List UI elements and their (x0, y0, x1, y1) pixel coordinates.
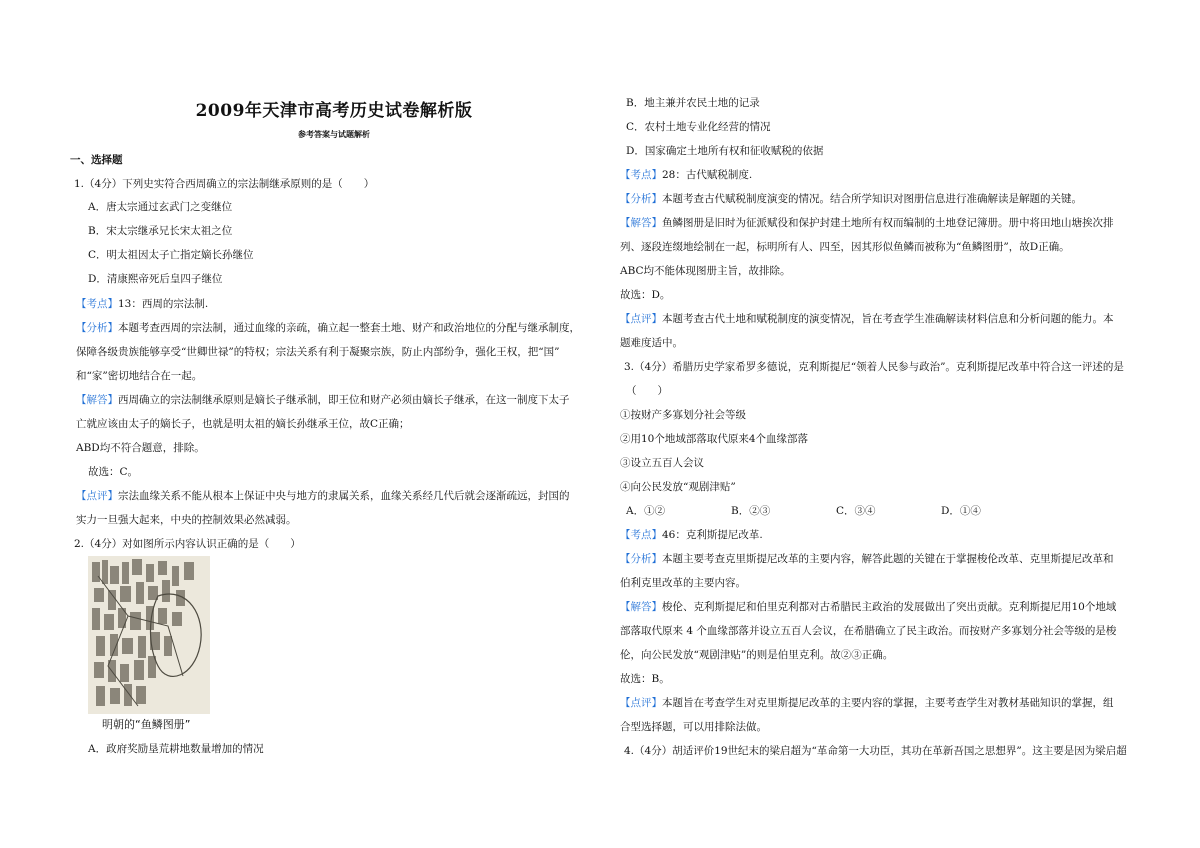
page-subtitle: 参考答案与试题解析 (298, 129, 370, 139)
fenxi-tag: 【分析】 (620, 193, 662, 205)
q1-jieda (76, 393, 570, 407)
q3-item-1: ①按财产多寡划分社会等级 (620, 409, 746, 421)
q2-option-d: D．国家确定土地所有权和征收赋税的依据 (626, 145, 824, 157)
q3-option-a: A．①② (626, 505, 666, 517)
q1-dianping-line2: 实力一旦强大起来，中央的控制效果必然减弱。 (76, 514, 297, 526)
q2-fenxi (620, 192, 1082, 206)
q1-option-c: C．明太祖因太子亡指定嫡长孙继位 (88, 249, 254, 261)
fenxi-text: 本题考查西周的宗法制，通过血缘的亲疏，确立起一整套土地、财产和政治地位的分配与继承制度， (118, 322, 580, 334)
dianping-text: 本题考查古代土地和赋税制度的演变情况，旨在考查学生准确解读材料信息和分析问题的能力。本 (662, 313, 1114, 325)
section-heading: 一、选择题 (70, 154, 123, 166)
q2-option-c: C．农村土地专业化经营的情况 (626, 121, 771, 133)
dianping-tag: 【点评】 (76, 490, 118, 502)
q1-option-a: A．唐太宗通过玄武门之变继位 (88, 201, 233, 213)
q2-jieda-line2: 列、逐段连缀地绘制在一起，标明所有人、四至，因其形似鱼鳞而被称为“鱼鳞图册”，故D正确。 (620, 241, 1070, 253)
kaodian-tag: 【考点】 (620, 529, 662, 541)
dianping-tag: 【点评】 (620, 697, 662, 709)
question-2-stem: 2.（4分）对如图所示内容认识正确的是（ ） (74, 538, 301, 550)
q2-option-b: B．地主兼并农民土地的记录 (626, 97, 760, 109)
q1-kaodian (76, 297, 208, 311)
kaodian-text: 13：西周的宗法制. (118, 298, 209, 310)
fenxi-tag: 【分析】 (620, 553, 662, 565)
q2-dianping (620, 312, 1114, 326)
kaodian-tag: 【考点】 (620, 169, 662, 181)
q3-dianping (620, 696, 1114, 710)
q3-item-3: ③设立五百人会议 (620, 457, 704, 469)
q2-answer: 故选：D。 (620, 289, 671, 301)
kaodian-tag: 【考点】 (76, 298, 118, 310)
figure-caption: 明朝的“鱼鳞图册” (102, 718, 191, 731)
q2-option-a: A．政府奖励垦荒耕地数量增加的情况 (88, 743, 264, 755)
q3-kaodian (620, 528, 763, 542)
jieda-text: 西周确立的宗法制继承原则是嫡长子继承制，即王位和财产必须由嫡长子继承，在这一制度下太子 (118, 394, 570, 406)
question-4-stem: 4.（4分）胡适评价19世纪末的梁启超为“革命第一大功臣，其功在革新吾国之思想界”。这主要是因为梁启超 (624, 745, 1127, 757)
q2-dianping-line2: 题难度适中。 (620, 337, 683, 349)
q1-option-d: D．清康熙帝死后皇四子继位 (88, 273, 223, 285)
jieda-tag: 【解答】 (620, 601, 662, 613)
q3-jieda-line3: 伦，向公民发放“观剧津贴”的则是伯里克利。故②③正确。 (620, 649, 894, 661)
jieda-text: 鱼鳞图册是旧时为征派赋役和保护封建土地所有权而编制的土地登记簿册。册中将田地山塘挨次排 (662, 217, 1114, 229)
jieda-tag: 【解答】 (76, 394, 118, 406)
q1-jieda-line2: 亡就应该由太子的嫡长子，也就是明太祖的嫡长孙继承王位，故C正确； (76, 418, 410, 430)
dianping-tag: 【点评】 (620, 313, 662, 325)
fish-scale-register-image (88, 556, 210, 714)
q3-jieda (620, 600, 1116, 614)
q3-dianping-line2: 合型选择题，可以用排除法做。 (620, 721, 767, 733)
q3-fenxi (620, 552, 1114, 566)
question-3-stem-line2: （ ） (626, 385, 668, 397)
q1-option-b: B．宋太宗继承兄长宋太祖之位 (88, 225, 233, 237)
q3-option-c: C．③④ (836, 505, 876, 517)
q3-answer: 故选：B。 (620, 673, 670, 685)
q3-fenxi-line2: 伯利克里改革的主要内容。 (620, 577, 746, 589)
jieda-text: 梭伦、克利斯提尼和伯里克利都对古希腊民主政治的发展做出了突出贡献。克利斯提尼用10个地域 (662, 601, 1117, 613)
q1-answer: 故选：C。 (88, 466, 139, 478)
q3-jieda-line2: 部落取代原来 4 个血缘部落并设立五百人会议，在希腊确立了民主政治。而按财产多寡划分社会等级的是梭 (620, 625, 1117, 637)
q3-options (626, 504, 1046, 518)
q2-jieda-line3: ABC均不能体现图册主旨，故排除。 (620, 265, 791, 277)
jieda-tag: 【解答】 (620, 217, 662, 229)
fenxi-tag: 【分析】 (76, 322, 118, 334)
kaodian-text: 28：古代赋税制度. (662, 169, 753, 181)
q1-dianping (76, 489, 570, 503)
page-title: 2009年天津市高考历史试卷解析版 (195, 101, 473, 121)
question-3-stem: 3.（4分）希腊历史学家希罗多德说，克利斯提尼“领着人民参与政治”。克利斯提尼改革中符合这一评述的是 (624, 361, 1124, 373)
q1-fenxi-line2: 保障各级贵族能够享受“世卿世禄”的特权；宗法关系有利于凝聚宗族，防止内部纷争，强化王权，把“国” (76, 346, 560, 358)
q1-fenxi-line3: 和“家”密切地结合在一起。 (76, 370, 203, 382)
dianping-text: 本题旨在考查学生对克里斯提尼改革的主要内容的掌握，主要考查学生对教材基础知识的掌握，组 (662, 697, 1114, 709)
q3-item-2: ②用10个地域部落取代原来4个血缘部落 (620, 433, 809, 445)
q1-fenxi (76, 321, 580, 335)
q3-option-b: B．②③ (731, 505, 771, 517)
q2-jieda (620, 216, 1114, 230)
q3-item-4: ④向公民发放“观剧津贴” (620, 481, 736, 493)
q2-kaodian (620, 168, 752, 182)
fenxi-text: 本题主要考查克里斯提尼改革的主要内容，解答此题的关键在于掌握梭伦改革、克里斯提尼改革和 (662, 553, 1114, 565)
fenxi-text: 本题考查古代赋税制度演变的情况。结合所学知识对图册信息进行准确解读是解题的关键。 (662, 193, 1082, 205)
q3-option-d: D．①④ (941, 505, 981, 517)
kaodian-text: 46：克利斯提尼改革. (662, 529, 763, 541)
question-1-stem: 1.（4分）下列史实符合西周确立的宗法制继承原则的是（ ） (74, 178, 375, 190)
q1-jieda-line3: ABD均不符合题意，排除。 (76, 442, 205, 454)
dianping-text: 宗法血缘关系不能从根本上保证中央与地方的隶属关系，血缘关系经几代后就会逐渐疏远，封国的 (118, 490, 570, 502)
